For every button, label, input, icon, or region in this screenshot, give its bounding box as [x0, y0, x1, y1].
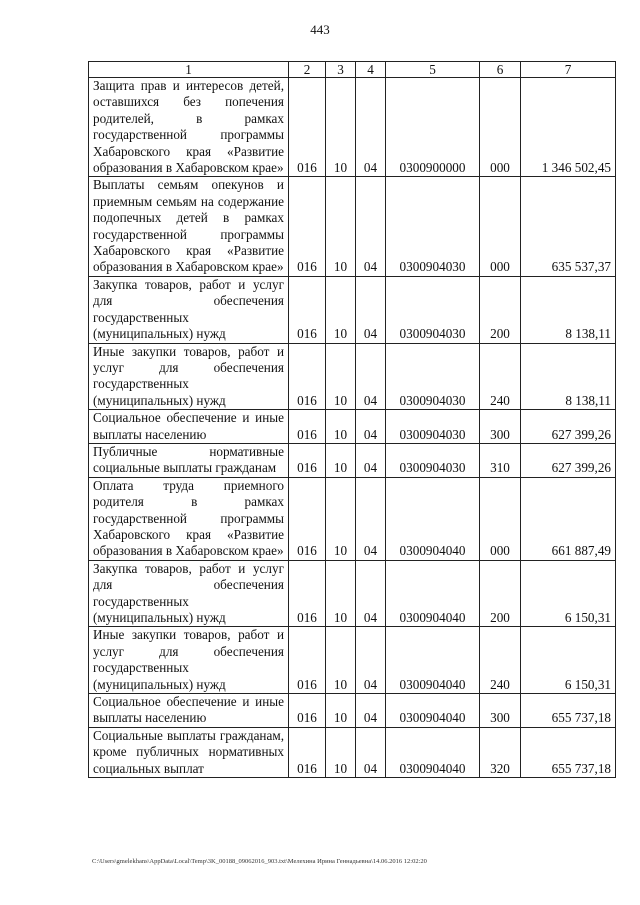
subsection-code: 04	[356, 477, 386, 560]
row-description: Иные закупки товаров, работ и услуг для обеспечения государственных (муниципальных) нужд	[89, 627, 289, 694]
subsection-code: 04	[356, 78, 386, 177]
amount: 8 138,11	[521, 343, 616, 410]
amount: 6 150,31	[521, 627, 616, 694]
amount: 661 887,49	[521, 477, 616, 560]
target-article-code: 0300904030	[386, 343, 480, 410]
target-article-code: 0300904040	[386, 477, 480, 560]
target-article-code: 0300904030	[386, 177, 480, 276]
row-description: Закупка товаров, работ и услуг для обеспечения государственных (муниципальных) нужд	[89, 560, 289, 627]
row-description: Публичные нормативные социальные выплаты гражданам	[89, 443, 289, 477]
target-article-code: 0300904030	[386, 443, 480, 477]
column-header: 5	[386, 62, 480, 78]
ministry-code: 016	[289, 410, 326, 444]
amount: 6 150,31	[521, 560, 616, 627]
amount: 655 737,18	[521, 727, 616, 777]
table-body	[89, 78, 616, 778]
section-code: 10	[326, 560, 356, 627]
subsection-code: 04	[356, 627, 386, 694]
file-path-footer: C:\Users\gmelekhans\AppData\Local\Temp\3K_00188_09062016_903.txt\Мелехина Ирина Геннадьевна\14.06.2016 12:02:20	[92, 858, 427, 865]
table-header-row	[89, 62, 616, 78]
section-code: 10	[326, 477, 356, 560]
table-row	[89, 410, 616, 444]
subsection-code: 04	[356, 443, 386, 477]
section-code: 10	[326, 177, 356, 276]
column-header: 6	[480, 62, 521, 78]
subsection-code: 04	[356, 177, 386, 276]
expense-type-code: 000	[480, 78, 521, 177]
target-article-code: 0300900000	[386, 78, 480, 177]
ministry-code: 016	[289, 477, 326, 560]
expense-type-code: 240	[480, 343, 521, 410]
section-code: 10	[326, 443, 356, 477]
expense-type-code: 200	[480, 560, 521, 627]
section-code: 10	[326, 410, 356, 444]
table-row	[89, 560, 616, 627]
subsection-code: 04	[356, 694, 386, 728]
subsection-code: 04	[356, 410, 386, 444]
table-row	[89, 443, 616, 477]
table-row	[89, 343, 616, 410]
table-row	[89, 78, 616, 177]
column-header: 4	[356, 62, 386, 78]
amount: 635 537,37	[521, 177, 616, 276]
target-article-code: 0300904040	[386, 560, 480, 627]
subsection-code: 04	[356, 343, 386, 410]
row-description: Социальное обеспечение и иные выплаты населению	[89, 694, 289, 728]
ministry-code: 016	[289, 627, 326, 694]
row-description: Социальные выплаты гражданам, кроме публичных нормативных социальных выплат	[89, 727, 289, 777]
table-row	[89, 177, 616, 276]
target-article-code: 0300904040	[386, 627, 480, 694]
subsection-code: 04	[356, 276, 386, 343]
column-header: 3	[326, 62, 356, 78]
ministry-code: 016	[289, 177, 326, 276]
expense-type-code: 310	[480, 443, 521, 477]
expense-type-code: 000	[480, 477, 521, 560]
row-description: Выплаты семьям опекунов и приемным семьям на содержание подопечных детей в рамках государственной программы Хабаровского края «Развитие образования в Хабаровском крае»	[89, 177, 289, 276]
section-code: 10	[326, 343, 356, 410]
amount: 1 346 502,45	[521, 78, 616, 177]
target-article-code: 0300904030	[386, 410, 480, 444]
row-description: Закупка товаров, работ и услуг для обеспечения государственных (муниципальных) нужд	[89, 276, 289, 343]
section-code: 10	[326, 694, 356, 728]
column-header: 1	[89, 62, 289, 78]
expense-type-code: 000	[480, 177, 521, 276]
table-row	[89, 627, 616, 694]
table-row	[89, 694, 616, 728]
page-number: 443	[310, 22, 330, 37]
ministry-code: 016	[289, 78, 326, 177]
row-description: Иные закупки товаров, работ и услуг для обеспечения государственных (муниципальных) нужд	[89, 343, 289, 410]
target-article-code: 0300904040	[386, 727, 480, 777]
expense-type-code: 200	[480, 276, 521, 343]
expense-type-code: 240	[480, 627, 521, 694]
subsection-code: 04	[356, 560, 386, 627]
expense-type-code: 300	[480, 410, 521, 444]
column-header: 2	[289, 62, 326, 78]
amount: 8 138,11	[521, 276, 616, 343]
section-code: 10	[326, 78, 356, 177]
amount: 627 399,26	[521, 443, 616, 477]
row-description: Социальное обеспечение и иные выплаты населению	[89, 410, 289, 444]
table-row	[89, 477, 616, 560]
table-row	[89, 727, 616, 777]
expense-type-code: 300	[480, 694, 521, 728]
section-code: 10	[326, 727, 356, 777]
target-article-code: 0300904040	[386, 694, 480, 728]
expense-type-code: 320	[480, 727, 521, 777]
target-article-code: 0300904030	[386, 276, 480, 343]
ministry-code: 016	[289, 276, 326, 343]
table-row	[89, 276, 616, 343]
ministry-code: 016	[289, 443, 326, 477]
ministry-code: 016	[289, 727, 326, 777]
ministry-code: 016	[289, 560, 326, 627]
section-code: 10	[326, 276, 356, 343]
budget-table	[88, 61, 616, 778]
ministry-code: 016	[289, 343, 326, 410]
ministry-code: 016	[289, 694, 326, 728]
amount: 655 737,18	[521, 694, 616, 728]
section-code: 10	[326, 627, 356, 694]
amount: 627 399,26	[521, 410, 616, 444]
row-description: Оплата труда приемного родителя в рамках государственной программы Хабаровского края «Развитие образования в Хабаровском крае»	[89, 477, 289, 560]
row-description: Защита прав и интересов детей, оставшихся без попечения родителей, в рамках государственной программы Хабаровского края «Развитие образования в Хабаровском крае»	[89, 78, 289, 177]
subsection-code: 04	[356, 727, 386, 777]
column-header: 7	[521, 62, 616, 78]
